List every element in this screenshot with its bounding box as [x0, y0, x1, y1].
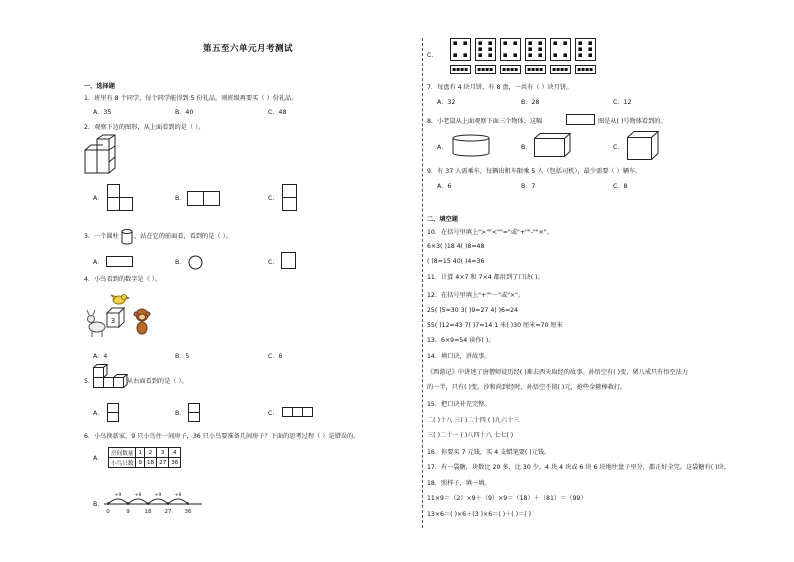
- dot-card-dot: [478, 53, 482, 57]
- table-cell: 3: [157, 448, 169, 458]
- dot-card-strip-dot: [515, 68, 518, 71]
- q7-option-b[interactable]: B．28: [521, 99, 540, 106]
- goat-icon: [87, 310, 105, 337]
- number-line-jump-label: +9: [134, 493, 142, 498]
- table-cell: 9: [136, 458, 145, 468]
- q3-option-a-rectangle: [106, 256, 134, 268]
- q14-line2[interactable]: 的一半，只有( )变。沙和尚到经时，孙悟空不留( )元，抢些金箍棒救打。: [427, 384, 627, 391]
- q4-option-a[interactable]: A．4: [93, 353, 108, 360]
- q8-top-view-rectangle: [566, 114, 596, 126]
- q4-option-b[interactable]: B．5: [175, 353, 190, 360]
- dot-card-dot: [488, 47, 492, 51]
- q5-stem-post: 从右面看到的是（ ）。: [127, 378, 188, 385]
- bird-icon: [111, 295, 129, 305]
- q7-stem: 7．每盘有 4 块月饼，有 8 盘，一共有（ ）块月饼。: [427, 84, 573, 91]
- q18-example-line: 11×9＝（2）×9＋（9）×9＝（18）＋（81）＝（99）: [427, 495, 587, 502]
- q3-option-b[interactable]: B．: [175, 259, 186, 266]
- dot-card-dot: [453, 41, 457, 45]
- q2-stacked-cubes-figure: [84, 136, 120, 174]
- dot-card-strip-dot: [511, 68, 514, 71]
- table-cell: 18: [144, 458, 156, 468]
- dot-card-dot: [488, 53, 492, 57]
- number-line-jump-arc: [108, 499, 128, 504]
- q6-stem: 6．小鸟换新家，9 只小鸟住一间房子，36 只小鸟要准备几间房子？下面的思考过程（ ）是错误的。: [84, 433, 360, 440]
- number-line-jump-arc: [128, 499, 148, 504]
- q7-option-a[interactable]: A．32: [437, 99, 456, 106]
- q4-option-c[interactable]: C．6: [268, 353, 283, 360]
- q3-cylinder-icon: [121, 229, 133, 245]
- dot-card-strip-dot: [528, 68, 531, 71]
- dot-card-strip-dot: [457, 68, 460, 71]
- q6-option-b[interactable]: B．: [93, 501, 104, 508]
- q9-stem: 9．有 37 人需乘车，每辆出租车限乘 5 人（包括司机），最少需要（ ）辆车。: [427, 168, 642, 175]
- q14-stem: 14．填口诀，讲故事。: [427, 353, 491, 360]
- section-choice-heading: 一、选择题: [84, 83, 115, 90]
- q15-stem: 15．把口诀补充完整。: [427, 401, 491, 408]
- dot-card-strip-dot: [461, 68, 464, 71]
- dot-card-dot: [513, 53, 517, 57]
- q8-option-a-cylinder: [452, 134, 492, 158]
- q1-option-c[interactable]: C．48: [268, 109, 287, 116]
- dot-card-dot: [463, 41, 467, 45]
- dot-card-dot: [538, 41, 542, 45]
- table-cell: 4: [169, 448, 181, 458]
- number-line-jump-label: +9: [114, 493, 122, 498]
- dot-card-dot: [588, 53, 592, 57]
- dot-card-dot: [553, 41, 557, 45]
- dot-card-dot: [538, 47, 542, 51]
- q15-line2[interactable]: 三( )二十一 ( )八四十八 七七( ): [427, 432, 514, 439]
- number-line-jump-arc: [168, 499, 188, 504]
- dot-card-dot: [578, 41, 582, 45]
- dot-card-strip-dot: [490, 68, 493, 71]
- q2-option-a-figure: [107, 184, 139, 212]
- dot-card-dot: [563, 41, 567, 45]
- q3-stem-pre: 3．一个圆柱: [84, 233, 119, 240]
- dot-card-strip-dot: [586, 68, 589, 71]
- q2-option-c-figure: [282, 184, 298, 212]
- q11-stem[interactable]: 11．计算 4×7 和 7×4 都用到了口诀( )。: [427, 274, 544, 281]
- q1-option-a[interactable]: A．35: [93, 109, 112, 116]
- dot-card-dot: [503, 53, 507, 57]
- q3-option-c[interactable]: C．: [268, 259, 279, 266]
- q8-option-c[interactable]: C．: [613, 144, 624, 151]
- q6-option-a[interactable]: A．: [93, 455, 104, 462]
- q12-line1[interactable]: 25( )5=30 3( )9=27 4( )6=24: [427, 307, 519, 314]
- dot-card-strip-dot: [486, 68, 489, 71]
- number-line-jump-label: +9: [174, 493, 182, 498]
- dot-card-dot: [588, 47, 592, 51]
- q1-stem: 1．班里有 8 个同学，每个同学能得到 5 份礼品，则班级再要买（ ）份礼品。: [84, 95, 298, 102]
- monkey-icon: [134, 309, 150, 334]
- dot-card-dot: [453, 53, 457, 57]
- q12-stem: 12．在括号里填上"+""－"或"×"。: [427, 292, 525, 299]
- q5-option-a-figure: [107, 403, 120, 423]
- q5-option-c[interactable]: C．: [268, 410, 279, 417]
- table-cell: 1: [136, 448, 145, 458]
- q10-line1[interactable]: 6×3( )18 4( )8=48: [427, 243, 485, 250]
- dot-card-strip-dot: [478, 68, 481, 71]
- dot-card-dot: [513, 41, 517, 45]
- dot-card-strip-dot: [565, 68, 568, 71]
- dot-card-dot: [488, 41, 492, 45]
- dot-card-dot: [528, 47, 532, 51]
- dot-card-dot: [528, 53, 532, 57]
- number-line-tick-label: 18: [144, 509, 152, 515]
- number-line-tick-label: 36: [184, 509, 192, 515]
- section-fill-heading: 二、填空题: [427, 216, 458, 223]
- dot-card-strip-dot: [553, 68, 556, 71]
- dot-card-strip-dot: [507, 68, 510, 71]
- dot-card-strip-dot: [532, 68, 535, 71]
- q6-option-c-dot-cards: [450, 38, 600, 76]
- q2-stem: 2．观察下边的图形，从上面看到的是（ ）。: [84, 124, 205, 131]
- q3-stem-post: ，站在它的前面看，看到的是（ ）。: [134, 233, 232, 240]
- q9-option-a[interactable]: A．6: [437, 183, 452, 190]
- q8-option-b[interactable]: B．: [521, 144, 532, 151]
- q2-option-c[interactable]: C．: [268, 195, 279, 202]
- q15-line1[interactable]: 二( )十八 三( )二十四 ( )九六十三: [427, 417, 520, 424]
- dot-card-dot: [478, 41, 482, 45]
- dot-card-dot: [463, 53, 467, 57]
- q9-option-c[interactable]: C．8: [613, 183, 628, 190]
- dot-card-strip-dot: [590, 68, 593, 71]
- dot-card-dot: [478, 47, 482, 51]
- q13-stem[interactable]: 13．6×9=54 读作( )。: [427, 337, 495, 344]
- dot-card-dot: [578, 47, 582, 51]
- q16-stem[interactable]: 16．你要买 7 元钱，买 4 支蜡笔要( )元钱。: [427, 449, 551, 456]
- q3-option-c-rectangle: [281, 252, 297, 270]
- q6-option-c[interactable]: C．: [427, 52, 438, 59]
- q3-option-a[interactable]: A．: [93, 259, 104, 266]
- dot-card-dot: [578, 53, 582, 57]
- number-line-tick-label: 9: [126, 509, 130, 515]
- dot-card-strip-dot: [536, 68, 539, 71]
- number-line-jump-label: +9: [154, 493, 162, 498]
- q17-stem[interactable]: 17．有一袋糖，块数比 20 多，比 30 少，4 块 4 块或 6 块 6 块地往盘子里分，都正好全完。这袋糖有( )块。: [427, 464, 730, 471]
- number-line-tick-label: 27: [164, 509, 172, 515]
- dot-card-dot: [528, 41, 532, 45]
- number-line-tick-label: 0: [106, 509, 110, 515]
- q8-stem-post: 图是从( )号物体看到的。: [598, 118, 667, 125]
- q5-option-b[interactable]: B．: [175, 410, 186, 417]
- dot-card-strip-dot: [582, 68, 585, 71]
- dot-card-strip-dot: [465, 68, 468, 71]
- dot-card-strip-dot: [482, 68, 485, 71]
- q6-rooms-birds-table: [108, 447, 181, 468]
- table-cell: 36: [169, 458, 181, 468]
- q10-stem: 10．在括号里填上">""<""="或"+""-""×"。: [427, 229, 553, 236]
- q5-option-a[interactable]: A．: [93, 410, 104, 417]
- dot-card-dot: [588, 41, 592, 45]
- q8-option-a[interactable]: A．: [437, 144, 448, 151]
- q2-option-b-figure: [187, 191, 221, 207]
- q8-stem-pre: 8．小老鼠从上面观察下面三个物体，这幅: [427, 118, 543, 125]
- number-line-jump-arc: [148, 499, 168, 504]
- q10-line2[interactable]: ( )8=15 40( )4=36: [427, 258, 485, 265]
- q5-option-c-figure: [282, 407, 314, 417]
- dot-card-strip-dot: [561, 68, 564, 71]
- table-row-label: 小鸟只数: [109, 458, 136, 468]
- q7-option-c[interactable]: C．12: [613, 99, 632, 106]
- dot-card-dot: [553, 53, 557, 57]
- q4-animals-cube-illustration: [87, 291, 157, 339]
- cube-digit-label: 3: [110, 317, 116, 325]
- dot-card-dot: [538, 53, 542, 57]
- dot-card-strip-dot: [503, 68, 506, 71]
- q18-fill-line[interactable]: 13×6＝( )×6＋(3 )×6＝( )＋( )＝( ): [427, 511, 532, 518]
- q1-option-b[interactable]: B．40: [175, 109, 194, 116]
- q5-stem-pre: 5．: [84, 378, 95, 385]
- q9-option-b[interactable]: B．7: [521, 183, 536, 190]
- q3-option-b-circle: [188, 255, 203, 270]
- q6-number-line: [104, 490, 214, 520]
- q18-stem: 18．照样子，填一填。: [427, 480, 491, 487]
- dot-card-dot: [563, 53, 567, 57]
- table-row-label: 房间数量: [109, 448, 136, 458]
- dot-card-strip-dot: [557, 68, 560, 71]
- table-cell: 27: [157, 458, 169, 468]
- q12-line2[interactable]: 55( )12=43 7( )7=14 1 米( )30 厘米=70 厘米: [427, 322, 563, 329]
- q2-option-a[interactable]: A．: [93, 195, 104, 202]
- q5-option-b-figure: [188, 403, 201, 423]
- q8-option-c-cube: [627, 131, 661, 161]
- q8-option-b-cuboid: [534, 133, 572, 159]
- q2-option-b[interactable]: B．: [175, 195, 186, 202]
- q4-stem: 4．小鸟看到的数字是（ ）。: [84, 276, 162, 283]
- column-divider: [422, 38, 423, 528]
- dot-card-dot: [503, 41, 507, 45]
- page-title: 第五至六单元月考测试: [203, 44, 294, 54]
- q5-cubes-figure: [93, 369, 127, 389]
- dot-card-strip-dot: [578, 68, 581, 71]
- q14-line1[interactable]: 《西游记》中讲述了唐僧师徒历经( )难去西天取经的故事。孙悟空有( )变，猪八戒只有悟空法力: [427, 369, 689, 376]
- dot-card-strip-dot: [540, 68, 543, 71]
- dot-card-strip-dot: [453, 68, 456, 71]
- table-cell: 2: [144, 448, 156, 458]
